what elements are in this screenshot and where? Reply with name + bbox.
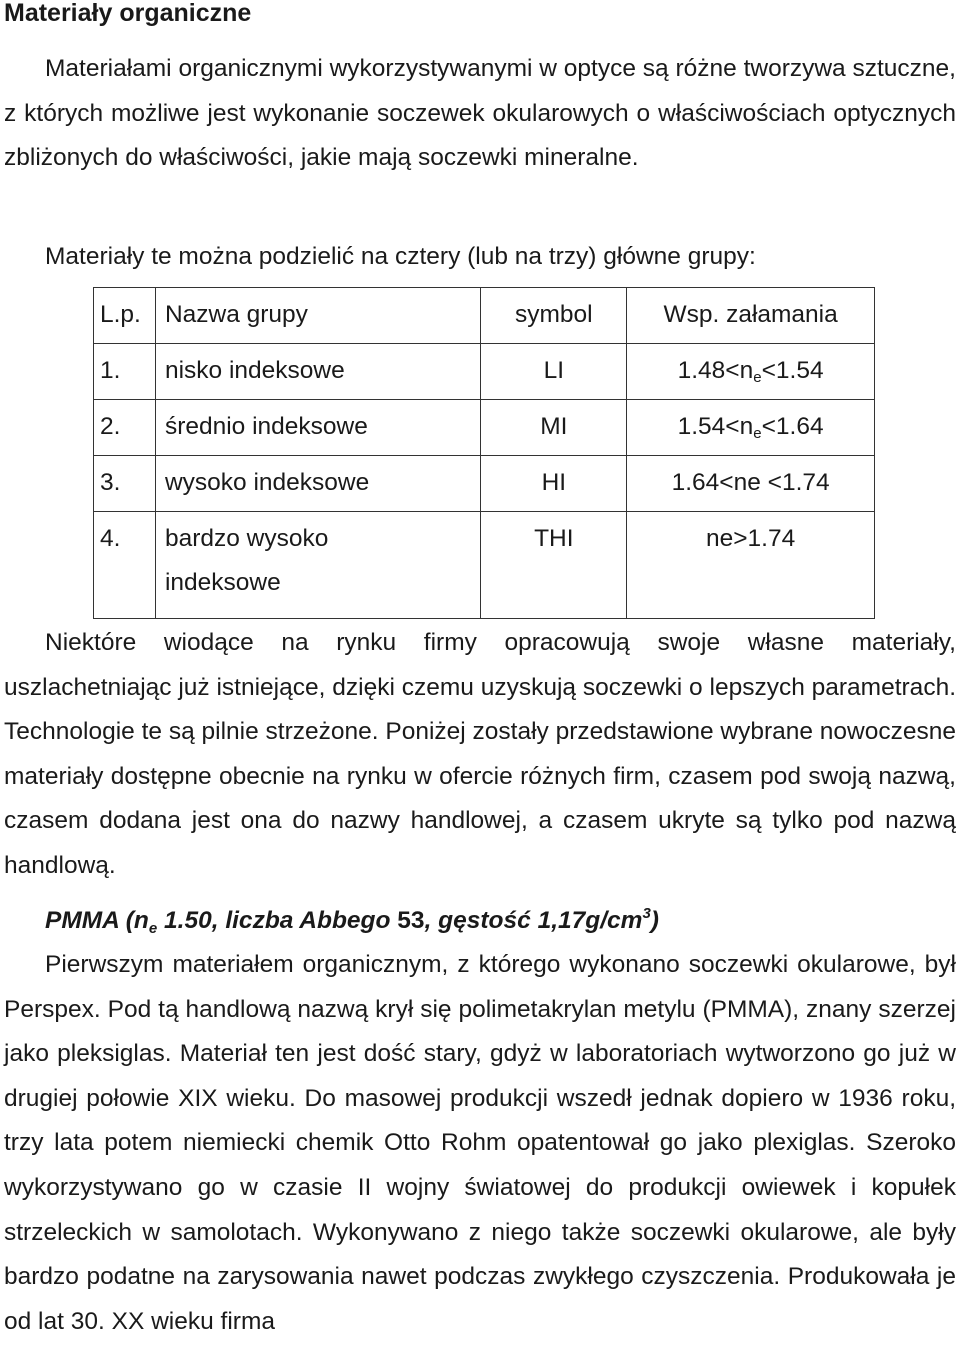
subheading-prefix: PMMA (n	[45, 907, 149, 934]
index-suffix: <1.54	[761, 357, 824, 384]
pmma-paragraph: Pierwszym materiałem organicznym, z którego wykonano soczewki okularowe, był Perspex. Pod tą handlową nazwą krył się polimetakrylan metylu (PMMA), znany szerzej jako pleksiglas. Materiał ten jest dość stary, gdyż w laboratoriach wytworzono go już w drugiej połowie XIX wieku. Do masowej produkcji wszedł jednak dopiero w 1936 roku, trzy lata potem niemiecki chemik Otto Rohm opatentował go jako plexiglas. Szeroko wykorzystywano go w czasie II wojny światowej do produkcji owiewek i kopułek strzeleckich w samolotach. Wykonywano z niego także soczewki okularowe, ale były bardzo podatne na zarysowania nawet podczas zwykłego czyszczenia. Produkowała je od lat 30. XX wieku firma	[4, 951, 956, 1335]
subheading-superscript: 3	[642, 905, 651, 922]
index-subscript: e	[753, 369, 762, 386]
cell-group-name: średnio indeksowe	[164, 413, 368, 440]
header-refraction-index: Wsp. załamania	[663, 301, 838, 328]
index-prefix: 1.48<n	[677, 357, 754, 384]
cell-group-name: nisko indeksowe	[164, 357, 345, 384]
table-row	[94, 512, 875, 619]
index-subscript: e	[753, 425, 762, 442]
index-suffix: <1.64	[761, 413, 824, 440]
group-name-line-2: indeksowe	[164, 569, 281, 596]
cell-group-name	[165, 512, 480, 605]
cell-refraction-index	[627, 400, 874, 441]
table-row	[94, 344, 875, 400]
cell-symbol: MI	[540, 413, 568, 440]
cell-lp: 2.	[100, 413, 121, 440]
intro-paragraph: Materiałami organicznymi wykorzystywanymi w optyce są różne tworzywa sztuczne, z których możliwe jest wykonanie soczewek okularowych o właściwościach optycznych zbliżonych do właściwości, jakie mają soczewki mineralne.	[4, 55, 956, 172]
cell-symbol: HI	[541, 469, 567, 496]
cell-refraction-index: ne>1.74	[705, 525, 796, 552]
table-header-row	[94, 288, 875, 344]
section-heading: Materiały organiczne	[4, 0, 252, 27]
header-group-name: Nazwa grupy	[164, 301, 308, 328]
table-row	[94, 456, 875, 512]
subheading-close: )	[650, 907, 659, 934]
subheading-abbe-label: 1.50, liczba Abbego	[157, 907, 398, 934]
pmma-subheading	[45, 901, 659, 944]
cell-symbol: LI	[543, 357, 565, 384]
index-prefix: 1.54<n	[677, 413, 754, 440]
cell-refraction-index: 1.64<ne <1.74	[671, 469, 830, 496]
cell-lp: 4.	[100, 525, 121, 552]
header-lp: L.p.	[100, 301, 141, 328]
manufacturers-paragraph: Niektóre wiodące na rynku firmy opracowują swoje własne materiały, uszlachetniając już istniejące, dzięki czemu uzyskują soczewki o lepszych parametrach. Technologie te są pilnie strzeżone. Poniżej zostały przedstawione wybrane nowoczesne materiały dostępne obecnie na rynku w ofercie różnych firm, czasem pod swoją nazwą, czasem dodana jest ona do nazwy handlowej, a czasem ukryte są tylko pod nazwą handlową.	[4, 629, 956, 879]
groups-intro-paragraph: Materiały te można podzielić na cztery (lub na trzy) główne grupy:	[45, 243, 756, 270]
table-row	[94, 400, 875, 456]
cell-lp: 3.	[100, 469, 121, 496]
cell-refraction-index	[627, 344, 874, 385]
header-symbol: symbol	[515, 301, 593, 328]
material-groups-table	[93, 287, 875, 619]
cell-group-name: wysoko indeksowe	[164, 469, 370, 496]
subheading-abbe-value: 53	[397, 907, 425, 934]
cell-lp: 1.	[100, 357, 121, 384]
group-name-line-1: bardzo wysoko	[164, 525, 329, 552]
subheading-subscript: e	[148, 920, 158, 937]
cell-symbol: THI	[534, 525, 574, 552]
subheading-density: , gęstość 1,17g/cm	[424, 907, 643, 934]
